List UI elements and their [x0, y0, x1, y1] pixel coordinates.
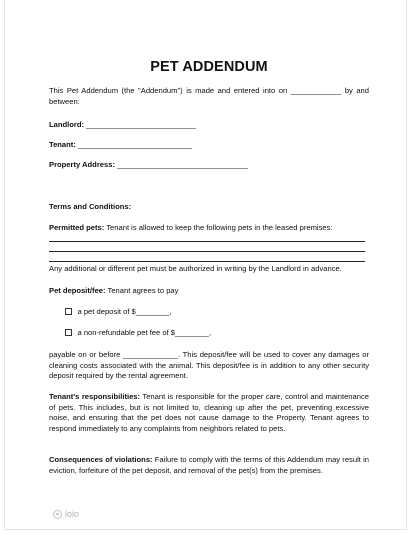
intro-paragraph: This Pet Addendum (the "Addendum") is made and entered into on ____________ by and between: [49, 86, 369, 106]
pet-fee-checkbox[interactable] [65, 329, 72, 336]
property-address-line [49, 160, 369, 171]
option-pet-fee [65, 328, 385, 339]
additional-pets-note: Any additional or different pet must be authorized in writing by the Landlord in advance. [49, 264, 342, 273]
violations-text: Failure to comply with the terms of this Addendum may result in eviction, forfeiture of the pet deposit, and removal of the pet(s) from the premises. [49, 455, 369, 475]
pet-deposit-checkbox[interactable] [65, 308, 72, 315]
tenant-blank: ___________________________ [77, 140, 193, 149]
permitted-pets-label: Permitted pets: [49, 223, 105, 232]
landlord-blank: __________________________ [86, 120, 196, 129]
loio-logo-icon [53, 510, 62, 519]
option-pet-deposit-label: a pet deposit of $________, [77, 307, 172, 316]
terms-heading: Terms and Conditions: [49, 202, 132, 211]
tenant-responsibilities-paragraph [49, 392, 369, 434]
permitted-pets-blank-line [49, 241, 365, 242]
permitted-pets-text: Tenant is allowed to keep the following pets in the leased premises: [106, 223, 333, 232]
tenant-responsibilities-text: Tenant is responsible for the proper care, control and maintenance of pets. This includes, but is not limited to, cleaning up after the pet, preventing excessive noise, and ensuring that the pet does not cause damage to the Property. Tenant agrees to respond immediately to any complaints from neighbors related to pets. [49, 392, 369, 433]
permitted-pets-blank-line [49, 261, 365, 262]
violations-paragraph [49, 455, 369, 476]
landlord-label: Landlord: [49, 120, 85, 129]
property-address-label: Property Address: [49, 160, 115, 169]
pet-deposit-label: Pet deposit/fee: [49, 286, 106, 295]
tenant-responsibilities-label: Tenant's responsibilities: [49, 392, 141, 401]
property-address-blank: _______________________________ [117, 160, 249, 169]
pet-deposit-text: Tenant agrees to pay [107, 286, 179, 295]
payable-paragraph: payable on or before _____________. This deposit/fee will be used to cover any damages or cleaning costs associated with the animal. This deposit/fee is in addition to any other security deposit required by the rental agreement. [49, 350, 369, 381]
loio-logo [53, 509, 79, 519]
document-title: PET ADDENDUM [150, 59, 268, 75]
tenant-line [49, 140, 369, 151]
loio-logo-text: loio [65, 509, 80, 519]
option-pet-deposit [65, 307, 385, 318]
tenant-label: Tenant: [49, 140, 76, 149]
document-page [4, 0, 407, 530]
landlord-line [49, 120, 369, 131]
violations-label: Consequences of violations: [49, 455, 153, 464]
pet-deposit-line [49, 286, 369, 297]
option-pet-fee-label: a non-refundable pet fee of $________, [77, 328, 211, 337]
permitted-pets-line [49, 223, 369, 234]
permitted-pets-blank-line [49, 251, 365, 252]
